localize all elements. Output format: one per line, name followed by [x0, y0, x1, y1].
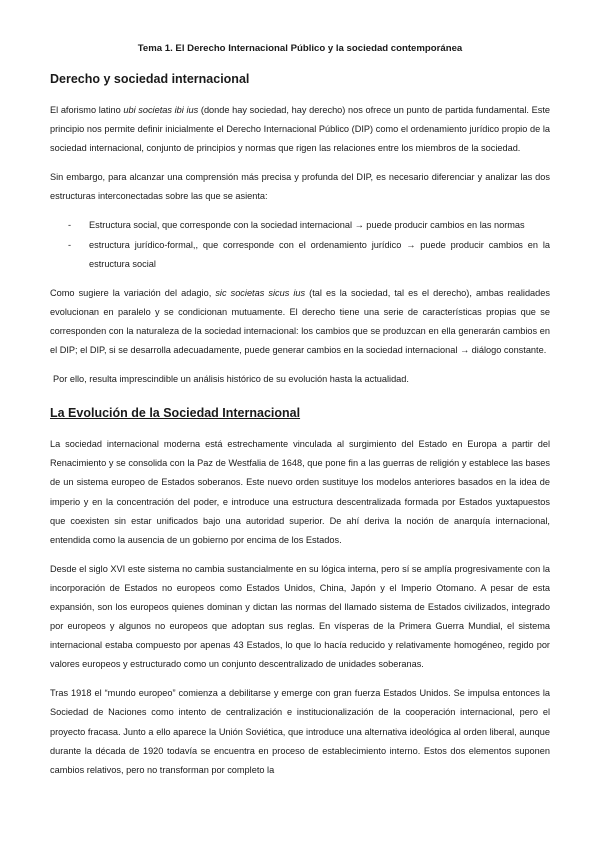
list-item: - Estructura social, que corresponde con la sociedad internacional → puede producir cambios en las normas: [68, 216, 550, 235]
section-heading-evolucion: La Evolución de la Sociedad Internacional: [50, 406, 301, 421]
paragraph-1918: Tras 1918 el “mundo europeo” comienza a debilitarse y emerge con gran fuerza Estados Unidos. Se impulsa entonces la Sociedad de Naciones como intento de centralización e institucionalización de la cooperación internacional, pero el proyecto fracasa. Junto a ello aparece la Unión Soviética, que introduce una alternativa ideológica al orden liberal, aunque durante la década de 1920 todavía se encuentra en proceso de establecimiento interno. Estos dos elementos suponen cambios relativos, pero no transforman por completo la: [50, 688, 550, 775]
section-heading-derecho-sociedad: Derecho y sociedad internacional: [50, 72, 250, 86]
latin-phrase: sic societas sicus ius: [215, 287, 306, 298]
paragraph-westfalia: La sociedad internacional moderna está estrechamente vinculada al surgimiento del Estado en Europa a partir del Renacimiento y se consolida con la Paz de Westfalia de 1648, que pone fin a las guerras de religión y establece las bases de un sistema europeo de Estados soberanos. Este nuevo orden sustituye los modelos anteriores basados en la idea de imperio y en la concentración del poder, e introduce una estructura descentralizada formada por Estados yuxtapuestos que coexisten sin estar unificados bajo una autoridad superior. De ahí deriva la noción de anarquía internacional, entendida como la ausencia de un gobierno por encima de los Estados.: [50, 439, 550, 545]
list-item: - estructura jurídico-formal,, que corresponde con el ordenamiento jurídico → puede producir cambios en la estructura social: [68, 236, 550, 274]
paragraph-adagio: Como sugiere la variación del adagio, sic societas sicus ius (tal es la sociedad, tal es el derecho), ambas realidades evolucionan en paralelo y se condicionan mutuamente. El derecho tiene una serie de características propias que se corresponden con la naturaleza de la sociedad internacional: los cambios que se produzcan en ella generarán cambios en el DIP; el DIP, si se desarrolla adecuadamente, puede generar cambios en la sociedad internacional → diálogo constante.: [50, 287, 550, 356]
document-title: Tema 1. El Derecho Internacional Público y la sociedad contemporánea: [137, 43, 463, 54]
paragraph-analisis: Por ello, resulta imprescindible un análisis histórico de su evolución hasta la actualidad.: [53, 374, 409, 385]
latin-phrase: ubi societas ibi ius: [123, 105, 199, 115]
structures-list: [50, 216, 550, 273]
paragraph-siglo-xvi: Desde el siglo XVI este sistema no cambia sustancialmente en su lógica interna, pero sí se amplía progresivamente con la incorporación de Estados no europeos como Estados Unidos, China, Japón y el Imperio Otomano. A pesar de esta expansión, son los europeos quienes dominan y dictan las normas del llamado sistema de Estados civilizados, integrado por europeos y algunos no europeos que adoptan sus reglas. En vísperas de la Primera Guerra Mundial, el sistema internacional estaba compuesto por apenas 43 Estados, lo que lo hacía reducido y relativamente homogéneo, regido por valores europeos y estructurado como un conjunto descentralizado de unidades soberanas.: [50, 563, 550, 670]
paragraph-aforismo: El aforismo latino ubi societas ibi ius (donde hay sociedad, hay derecho) nos ofrece un punto de partida fundamental. Este principio nos permite definir inicialmente el Derecho Internacional Público (DIP) como el ordenamiento jurídico propio de la sociedad internacional, conjunto de principios y normas que rigen las relaciones entre los miembros de la sociedad.: [50, 105, 550, 154]
paragraph-estructuras: Sin embargo, para alcanzar una comprensión más precisa y profunda del DIP, es necesario diferenciar y analizar las dos estructuras interconectadas sobre las que se asienta:: [50, 172, 550, 202]
